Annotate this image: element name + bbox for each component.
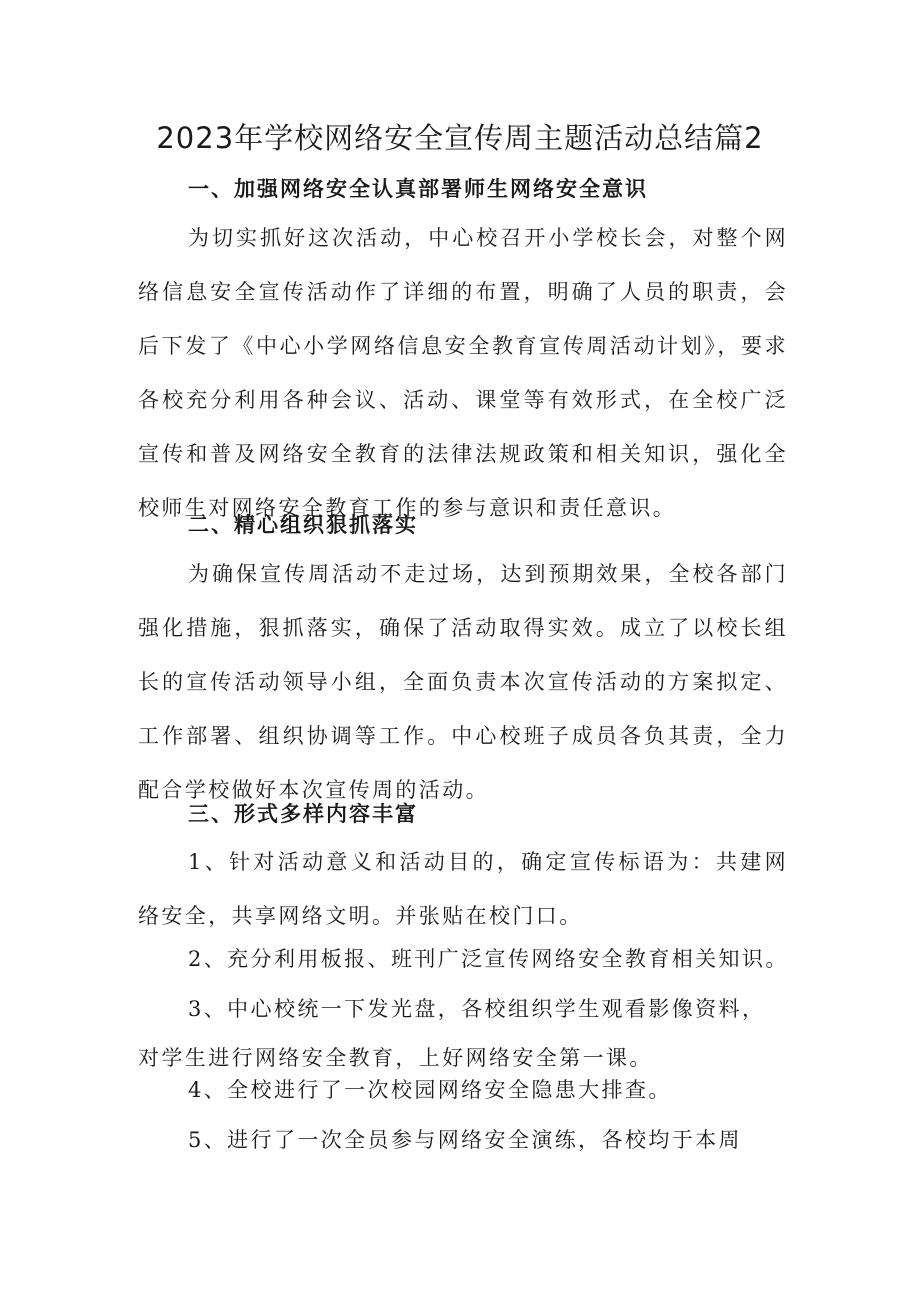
section-heading-3: 三、形式多样内容丰富 — [188, 802, 418, 826]
list-item-1: 1、针对活动意义和活动目的，确定宣传标语为：共建网络安全，共享网络文明。并张贴在校门口。 — [138, 850, 788, 928]
list-item-3-continued: 对学生进行网络安全教育，上好网络安全第一课。 — [138, 1046, 653, 1070]
section-paragraph-1: 为切实抓好这次活动，中心校召开小学校长会，对整个网络信息安全宣传活动作了详细的布置，明确了人员的职责，会后下发了《中心小学网络信息安全教育宣传周活动计划》，要求各校充分利用各种会议、活动、课堂等有效形式，在全校广泛宣传和普及网络安全教育的法律法规政策和相关知识，强化全校师生对网络安全教育工作的参与意识和责任意识。 — [138, 226, 788, 520]
document-title: 2023年学校网络安全宣传周主题活动总结篇2 — [156, 121, 764, 155]
list-item-5: 5、进行了一次全员参与网络安全演练，各校均于本周 — [188, 1128, 742, 1152]
list-item-2: 2、充分利用板报、班刊广泛宣传网络安全教育相关知识。 — [188, 947, 789, 971]
list-item-3: 3、中心校统一下发光盘，各校组织学生观看影像资料， — [188, 997, 766, 1021]
section-paragraph-2: 为确保宣传周活动不走过场，达到预期效果，全校各部门强化措施，狠抓落实，确保了活动取得实效。成立了以校长组长的宣传活动领导小组，全面负责本次宣传活动的方案拟定、工作部署、组织协调等工作。中心校班子成员各负其责，全力配合学校做好本次宣传周的活动。 — [138, 562, 788, 802]
section-heading-2: 二、精心组织狠抓落实 — [188, 513, 418, 537]
section-heading-1: 一、加强网络安全认真部署师生网络安全意识 — [188, 177, 648, 201]
list-item-4: 4、全校进行了一次校园网络安全隐患大排查。 — [188, 1078, 672, 1102]
